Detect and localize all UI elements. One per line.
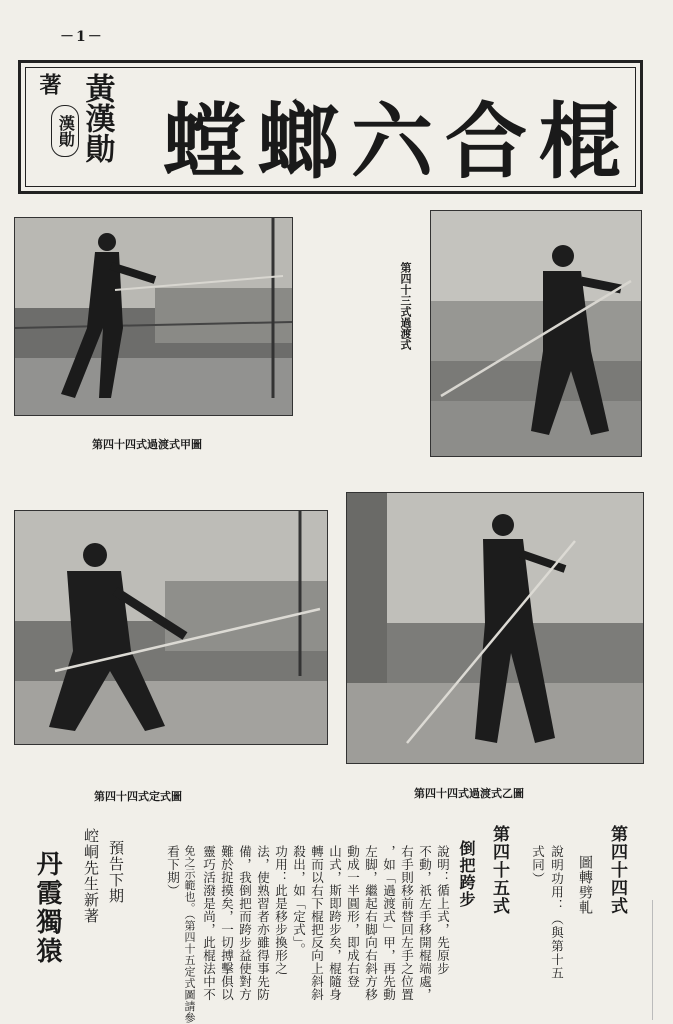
body-column: 說明：循上式，先原步 xyxy=(435,845,451,975)
photo-caption: 第四十四式過渡式乙圖 xyxy=(414,787,524,800)
body-column: 殺出，如「定式」。 xyxy=(291,845,307,956)
body-column: ，如「過渡式」甲，再先動 xyxy=(381,845,397,1001)
subsection-title: 第四十五式 xyxy=(489,825,509,915)
photo-fixed-form xyxy=(14,510,328,745)
body-column: 靈巧活潑是尚，此棍法中不 xyxy=(201,845,217,1001)
title-box xyxy=(18,60,643,194)
notice-author: 崆峒先生新著 xyxy=(82,828,100,924)
photo-transition xyxy=(430,210,642,457)
section-note: 說明功用：（與第十五 xyxy=(549,845,565,980)
body-column: 免之示範也。（第四十五定式圖請參 xyxy=(183,845,196,1024)
body-column: 轉而以右下棍把反向上斜斜 xyxy=(309,845,325,1001)
body-column: 難於捉摸矣，一切搏擊俱以 xyxy=(219,845,235,1001)
page-number: －1－ xyxy=(60,29,104,45)
photo-transition-b xyxy=(346,492,644,764)
photo-caption: 第四十三式過渡式 xyxy=(399,262,412,350)
margin-rule xyxy=(652,900,653,1020)
body-column: 功用：此是移步換形之 xyxy=(273,845,289,975)
body-column: 動成一半圓形，即成右登 xyxy=(345,845,361,988)
body-column: 左脚，繼起右脚向右斜方移 xyxy=(363,845,379,1001)
body-column: 山式，斯即跨步矣，棍隨身 xyxy=(327,845,343,1001)
body-column: 備，我倒把而跨步益使對方 xyxy=(237,845,253,1001)
photo-caption: 第四十四式定式圖 xyxy=(94,790,182,803)
notice-title: 丹霞獨猿 xyxy=(32,850,62,966)
body-column: 看下期） xyxy=(165,845,181,897)
notice-label: 預告下期 xyxy=(107,840,125,904)
subsection-name: 倒把跨步 xyxy=(457,840,476,908)
section-title: 第四十四式 xyxy=(607,825,627,915)
body-column: 不動，祇左手移開棍端處， xyxy=(417,845,433,1001)
photo-transition-a xyxy=(14,217,293,416)
author-seal: 漢勛 xyxy=(51,105,79,157)
body-column: 法，使熟習者亦雖得事先防 xyxy=(255,845,271,1001)
body-column: 右手則移前替回左手之位置 xyxy=(399,845,415,1001)
section-name: 圖轉劈軋 xyxy=(577,855,593,915)
author-label: 著 xyxy=(36,73,62,95)
section-note: 式同） xyxy=(530,845,546,886)
page-title: 螳螂六合棍 xyxy=(162,94,633,190)
photo-caption: 第四十四式過渡式甲圖 xyxy=(92,438,202,451)
author-name: 黃漢勛 xyxy=(79,73,115,163)
